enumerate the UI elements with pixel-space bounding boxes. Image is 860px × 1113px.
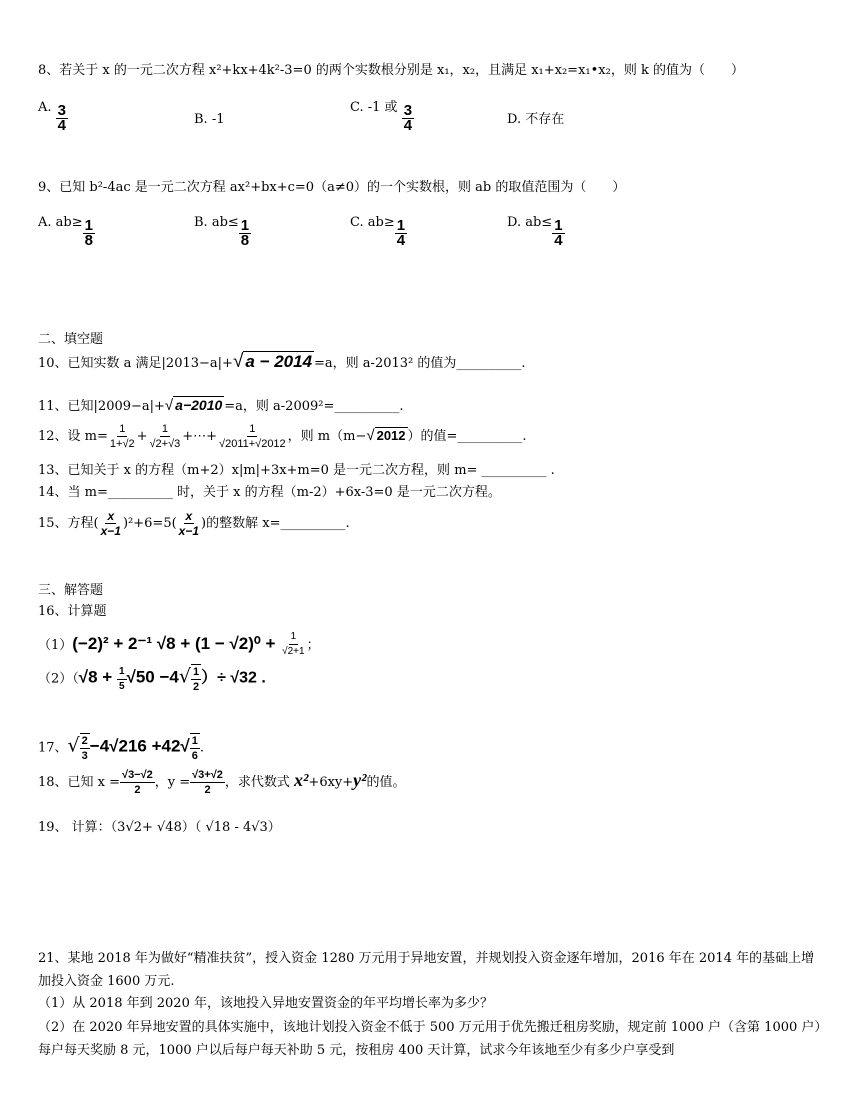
q8-option-a: A. $\frac{3}{4}$	[38, 100, 67, 134]
q8-option-d: D. 不存在	[507, 112, 565, 127]
q9-stem: 9、已知 b²-4ac 是一元二次方程 ax²+bx+c=0（a≠0）的一个实数根，则 ab 的取值范围为（ ）	[38, 180, 626, 195]
q17: 17、√ $\frac{2}{3}$ −4√216 +42√ $\frac{1}{6}$ .	[38, 734, 205, 762]
q14: 14、当 m=__________ 时，关于 x 的方程（m-2）+6x-3=0 是一元二次方程。	[38, 485, 501, 500]
q9-option-b: B. ab≤ $\frac{1}{8}$	[194, 215, 250, 249]
q16-title: 16、计算题	[38, 604, 107, 619]
q19: 19、 计算：（3√2+ √48）（ √18 - 4√3）	[38, 820, 281, 835]
section-fill-in-heading: 二、填空题	[38, 332, 104, 347]
q8-option-c: C. -1 或 $\frac{3}{4}$	[350, 100, 413, 134]
q9-option-a: A. ab≥ $\frac{1}{8}$	[38, 215, 93, 249]
q21-part2: （2）在 2020 年异地安置的具体实施中，该地计划投入资金不低于 500 万元用于优先搬迁租房奖励，规定前 1000 户（含第 1000 户）每户每天奖励 8 元，1000 户以后每户每天补助 5 元，按租房 400 天计算，试求今年该地至少有多少户享受到	[38, 1020, 821, 1058]
q8-option-b: B. -1	[194, 112, 225, 127]
q8-stem: 8、若关于 x 的一元二次方程 x²+kx+4k²-3=0 的两个实数根分别是 x₁，x₂，且满足 x₁+x₂=x₁•x₂，则 k 的值为（ ）	[38, 63, 744, 78]
section-solve-heading: 三、解答题	[38, 583, 104, 598]
q11: 11、已知|2009−a|+√ a−2010 =a，则 a-2009²=__________.	[38, 397, 404, 414]
q21-stem: 21、某地 2018 年为做好“精准扶贫”，授入资金 1280 万元用于异地安置，并规划投入资金逐年增加，2016 年在 2014 年的基础上增加投入资金 1600 万元.	[38, 951, 815, 989]
q13: 13、已知关于 x 的方程（m+2）x|m|+3x+m=0 是一元二次方程，则 m= __________ .	[38, 463, 555, 478]
q9-option-d: D. ab≤ $\frac{1}{4}$	[507, 215, 563, 249]
q16-part2: （2）（√8 + $\frac{1}{5}$ √50 −4√ $\frac{1}{2}$ ）÷ √32 .	[38, 665, 266, 693]
q15: 15、方程( $\frac{x}{x-1}$ )²+6=5( $\frac{x}{x-1}$ )的整数解 x=__________.	[38, 509, 350, 538]
q16-part1: （1）(−2)² + 2⁻¹ √8 + (1 − √2)⁰ + $\frac{1}{√2+1}$ ；	[38, 631, 320, 657]
q12: 12、设 m= $\frac{1}{1+√2}$ + $\frac{1}{√2+√3}$ +⋯+ $\frac{1}{√2011+√2012}$ ，则 m（m−√ 2012 ）的值=__________.	[38, 423, 527, 450]
q9-option-c: C. ab≥ $\frac{1}{4}$	[350, 215, 406, 249]
q18: 18、已知 x = $\frac{√3-√2}{2}$ ，y = $\frac{√3+√2}{2}$ ，求代数式 x²+6xy+y²的值。	[38, 769, 406, 796]
q21-part1: （1）从 2018 年到 2020 年，该地投入异地安置资金的年平均增长率为多少？	[38, 996, 493, 1011]
q10: 10、已知实数 a 满足|2013−a|+√ a − 2014 =a，则 a-2013² 的值为__________.	[38, 351, 526, 372]
